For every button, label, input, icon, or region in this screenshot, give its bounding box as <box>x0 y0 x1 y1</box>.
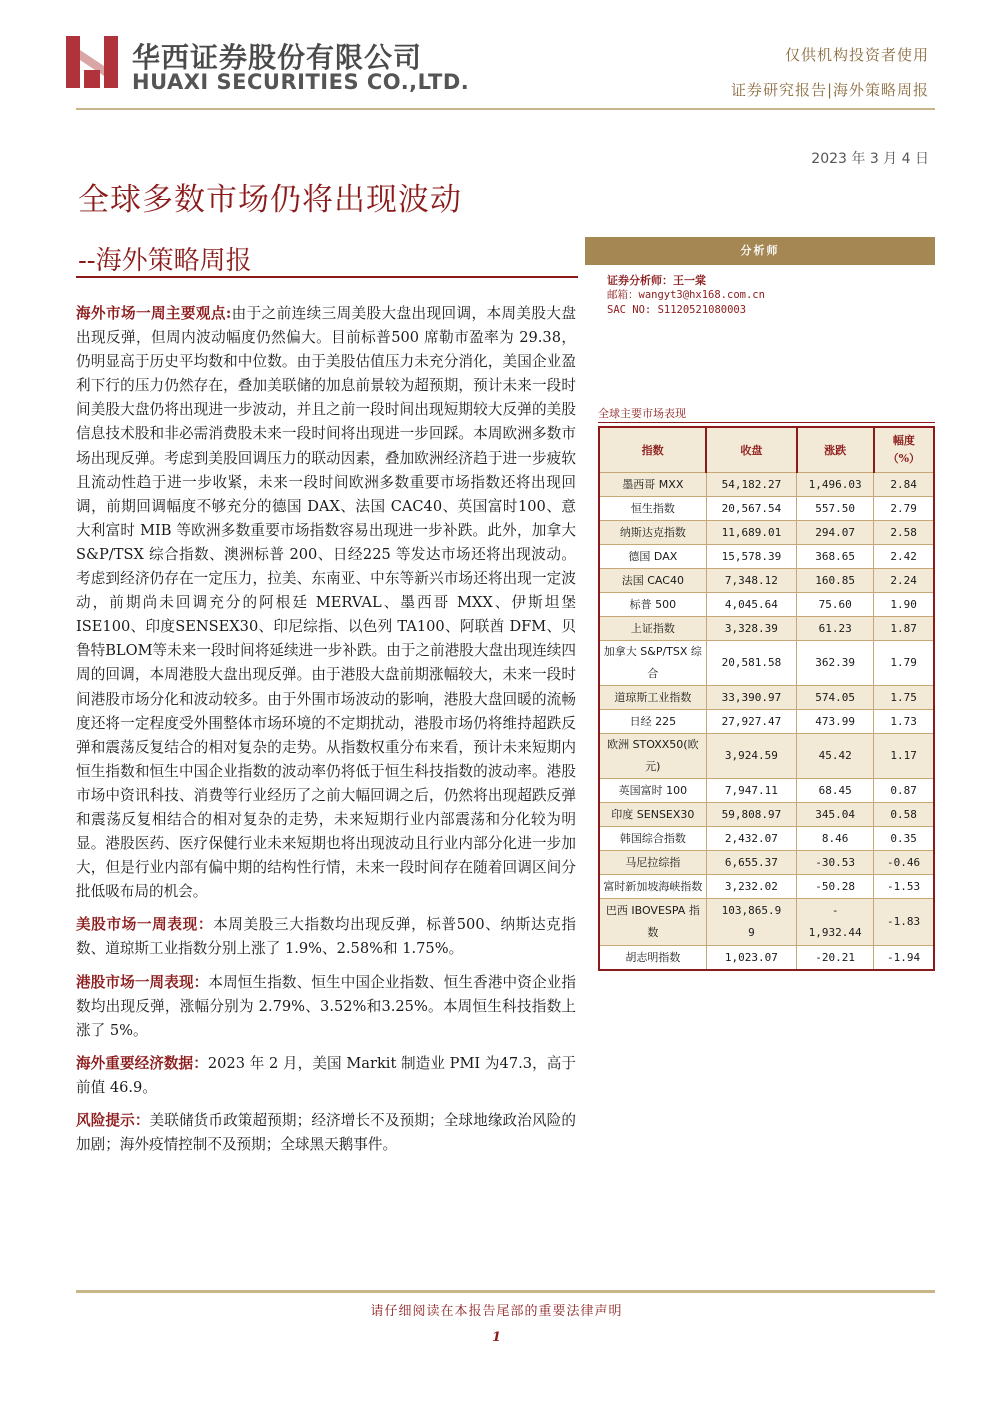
table-row <box>599 779 934 803</box>
cell-index-name: 胡志明指数 <box>599 946 706 971</box>
cell-index-name: 英国富时 100 <box>599 779 706 803</box>
company-name-cn: 华西证券股份有限公司 <box>132 41 423 74</box>
cell-close: 4,045.64 <box>706 593 796 617</box>
cell-close: 2,432.07 <box>706 827 796 851</box>
cell-index-name: 加拿大 S&P/TSX 综合 <box>599 641 706 686</box>
cell-close: 27,927.47 <box>706 710 796 734</box>
page-number: 1 <box>491 1330 502 1345</box>
cell-index-name: 上证指数 <box>599 617 706 641</box>
column-header-percent: 幅度 （%） <box>874 427 934 473</box>
analyst-email[interactable]: 邮箱：wangyt3@hx168.com.cn <box>607 289 765 301</box>
cell-close: 6,655.37 <box>706 851 796 875</box>
cell-index-name: 富时新加坡海峡指数 <box>599 875 706 899</box>
cell-percent: -1.94 <box>874 946 934 971</box>
paragraph-text: 2023 年 2 月，美国 Markit 制造业 PMI 为47.3，高于前值 46.9。 <box>76 1054 576 1096</box>
paragraph-text: 美联储货币政策超预期；经济增长不及预期；全球地缘政治风险的加剧；海外疫情控制不及预期；全球黑天鹅事件。 <box>76 1112 576 1154</box>
cell-change: 345.04 <box>797 803 874 827</box>
cell-percent: -1.83 <box>874 899 934 946</box>
cell-close: 1,023.07 <box>706 946 796 971</box>
market-performance-table <box>598 426 935 971</box>
cell-percent: 2.79 <box>874 497 934 521</box>
column-header-index: 指数 <box>599 427 706 473</box>
cell-percent: 1.79 <box>874 641 934 686</box>
paragraph-text: 由于之前连续三周美股大盘出现回调，本周美股大盘出现反弹，但周内波动幅度仍然偏大。目前标普500 席勒市盈率为 29.38，仍明显高于历史平均数和中位数。由于美股估值压力未充分消化，美国企业盈利下行的压力仍然存在，叠加美联储的加息前景较为超预期，预计未来一段时间美股大盘仍将出现进一步波动，并且之前一段时间出现短期较大反弹的美股信息技术股和非必需消费股未来一段时间将出现进一步回踩。本周欧洲多数市场出现反弹。考虑到美股回调压力的联动因素，叠加欧洲经济趋于进一步疲软且流动性趋于进一步收紧，未来一段时间欧洲多数重要市场指数还将出现回调，前期回调幅度不够充分的德国 DAX、法国 CAC40、英国富时100、意大利富时 MIB 等欧洲多数重要市场指数容易出现进一步补跌。此外，加拿大 S&P/TSX 综合指数、澳洲标普 200、日经225 等发达市场还将出现波动。考虑到经济仍存在一定压力，拉美、东南亚、中东等新兴市场还将出现一定波动，前期尚未回调充分的阿根廷 MERVAL、墨西哥 MXX、伊斯坦堡 ISE100、印度SENSEX30、印尼综指、以色列 TA100、阿联酋 DFM、贝鲁特BLOM等未来一段时间将延续进一步补跌。由于之前港股大盘出现连续四周的回调，本周港股大盘出现反弹。由于港股大盘前期涨幅较大，未来一段时间港股市场分化和波动较多。由于外围市场波动的影响，港股大盘回暖的流畅度还将一定程度受外围整体市场环境的不定期扰动，港股市场仍将维持超跌反弹和震荡反复结合的相对复杂的走势。从指数权重分布来看，预计未来短期内恒生指数和恒生中国企业指数的波动率仍将低于恒生科技指数的波动率。港股市场中资讯科技、消费等行业经历了之前大幅回调之后，仍然将出现超跌反弹和震荡反复相结合的相对复杂的走势，未来短期行业内部震荡和分化较为明显。港股医药、医疗保健行业未来短期也将出现波动且行业内部分化进一步加大，但是行业内部有偏中期的结构性行情，未来一段时间存在随着回调区间分批低吸布局的机会。 <box>76 305 576 901</box>
cell-percent: 1.73 <box>874 710 934 734</box>
cell-index-name: 墨西哥 MXX <box>599 473 706 497</box>
header-divider <box>76 108 935 110</box>
paragraph-us-market <box>76 913 576 961</box>
cell-close: 3,328.39 <box>706 617 796 641</box>
cell-percent: 1.87 <box>874 617 934 641</box>
cell-index-name: 纳斯达克指数 <box>599 521 706 545</box>
cell-close: 103,865.9 9 <box>706 899 796 946</box>
cell-close: 20,581.58 <box>706 641 796 686</box>
table-row <box>599 803 934 827</box>
paragraph-lead: 港股市场一周表现： <box>76 973 209 991</box>
column-header-change: 涨跌 <box>797 427 874 473</box>
table-caption-divider <box>598 422 935 423</box>
table-row <box>599 473 934 497</box>
table-row <box>599 686 934 710</box>
table-row <box>599 641 934 686</box>
paragraph-lead: 风险提示： <box>76 1112 150 1129</box>
table-row <box>599 827 934 851</box>
cell-close: 11,689.01 <box>706 521 796 545</box>
cell-change: 1,496.03 <box>797 473 874 497</box>
cell-close: 3,924.59 <box>706 734 796 779</box>
table-row <box>599 710 934 734</box>
cell-index-name: 马尼拉综指 <box>599 851 706 875</box>
cell-change: 160.85 <box>797 569 874 593</box>
audience-note: 仅供机构投资者使用 <box>784 46 929 64</box>
table-row <box>599 593 934 617</box>
cell-percent: 1.75 <box>874 686 934 710</box>
paragraph-lead: 海外市场一周主要观点: <box>76 305 232 322</box>
table-row <box>599 569 934 593</box>
cell-index-name: 道琼斯工业指数 <box>599 686 706 710</box>
cell-change: 368.65 <box>797 545 874 569</box>
cell-close: 59,808.97 <box>706 803 796 827</box>
cell-change: 45.42 <box>797 734 874 779</box>
footer-divider <box>76 1290 935 1293</box>
cell-change: 68.45 <box>797 779 874 803</box>
cell-close: 33,390.97 <box>706 686 796 710</box>
cell-close: 7,348.12 <box>706 569 796 593</box>
cell-percent: 2.24 <box>874 569 934 593</box>
cell-percent: -1.53 <box>874 875 934 899</box>
cell-change: -50.28 <box>797 875 874 899</box>
paragraph-hk-market <box>76 971 576 1043</box>
cell-index-name: 德国 DAX <box>599 545 706 569</box>
cell-change: 75.60 <box>797 593 874 617</box>
cell-close: 54,182.27 <box>706 473 796 497</box>
analyst-panel <box>585 237 935 318</box>
cell-percent: 1.90 <box>874 593 934 617</box>
cell-index-name: 印度 SENSEX30 <box>599 803 706 827</box>
paragraph-overseas-view <box>76 302 576 904</box>
cell-percent: 2.58 <box>874 521 934 545</box>
cell-percent: 0.87 <box>874 779 934 803</box>
cell-index-name: 标普 500 <box>599 593 706 617</box>
analyst-section-label: 分析师 <box>585 237 935 265</box>
cell-close: 20,567.54 <box>706 497 796 521</box>
table-row <box>599 617 934 641</box>
table-row <box>599 851 934 875</box>
table-caption: 全球主要市场表现 <box>598 407 686 420</box>
cell-index-name: 欧洲 STOXX50(欧元) <box>599 734 706 779</box>
report-type: 证券研究报告|海外策略周报 <box>730 81 929 99</box>
analyst-name: 证券分析师：王一棠 <box>607 274 706 287</box>
legal-notice: 请仔细阅读在本报告尾部的重要法律声明 <box>370 1304 623 1319</box>
paragraph-economic-data <box>76 1052 576 1100</box>
company-logo-icon <box>66 36 118 88</box>
cell-close: 7,947.11 <box>706 779 796 803</box>
table-body <box>599 473 934 971</box>
cell-percent: 0.35 <box>874 827 934 851</box>
cell-change: - 1,932.44 <box>797 899 874 946</box>
subtitle-divider <box>76 276 578 278</box>
report-body <box>76 302 576 1166</box>
report-subtitle: --海外策略周报 <box>78 246 252 276</box>
table-row <box>599 521 934 545</box>
cell-change: -20.21 <box>797 946 874 971</box>
table-row <box>599 946 934 971</box>
cell-change: 294.07 <box>797 521 874 545</box>
analyst-sac-number: SAC NO: S1120521080003 <box>607 304 747 316</box>
column-header-close: 收盘 <box>706 427 796 473</box>
paragraph-risk <box>76 1109 576 1157</box>
cell-index-name: 巴西 IBOVESPA 指数 <box>599 899 706 946</box>
cell-percent: -0.46 <box>874 851 934 875</box>
report-title: 全球多数市场仍将出现波动 <box>78 182 462 218</box>
cell-close: 15,578.39 <box>706 545 796 569</box>
cell-change: 8.46 <box>797 827 874 851</box>
table-row <box>599 899 934 946</box>
cell-index-name: 恒生指数 <box>599 497 706 521</box>
company-name-en: HUAXI SECURITIES CO.,LTD. <box>132 70 470 94</box>
report-date: 2023 年 3 月 4 日 <box>811 151 929 167</box>
cell-percent: 0.58 <box>874 803 934 827</box>
cell-percent: 1.17 <box>874 734 934 779</box>
table-row <box>599 875 934 899</box>
cell-close: 3,232.02 <box>706 875 796 899</box>
table-header-row <box>599 427 934 473</box>
analyst-info <box>585 265 935 318</box>
cell-change: 557.50 <box>797 497 874 521</box>
cell-index-name: 日经 225 <box>599 710 706 734</box>
table-row <box>599 734 934 779</box>
paragraph-lead: 海外重要经济数据： <box>76 1054 208 1072</box>
paragraph-text: 本周恒生指数、恒生中国企业指数、恒生香港中资企业指数均出现反弹，涨幅分别为 2.79%、3.52%和3.25%。本周恒生科技指数上涨了 5%。 <box>76 973 576 1039</box>
cell-percent: 2.42 <box>874 545 934 569</box>
cell-index-name: 韩国综合指数 <box>599 827 706 851</box>
cell-change: 473.99 <box>797 710 874 734</box>
paragraph-text: 本周美股三大指数均出现反弹，标普500、纳斯达克指数、道琼斯工业指数分别上涨了 1.9%、2.58%和 1.75%。 <box>76 916 576 958</box>
table-row <box>599 545 934 569</box>
cell-change: 574.05 <box>797 686 874 710</box>
cell-change: 61.23 <box>797 617 874 641</box>
cell-change: 362.39 <box>797 641 874 686</box>
cell-change: -30.53 <box>797 851 874 875</box>
paragraph-lead: 美股市场一周表现： <box>76 916 214 934</box>
cell-percent: 2.84 <box>874 473 934 497</box>
cell-index-name: 法国 CAC40 <box>599 569 706 593</box>
table-row <box>599 497 934 521</box>
